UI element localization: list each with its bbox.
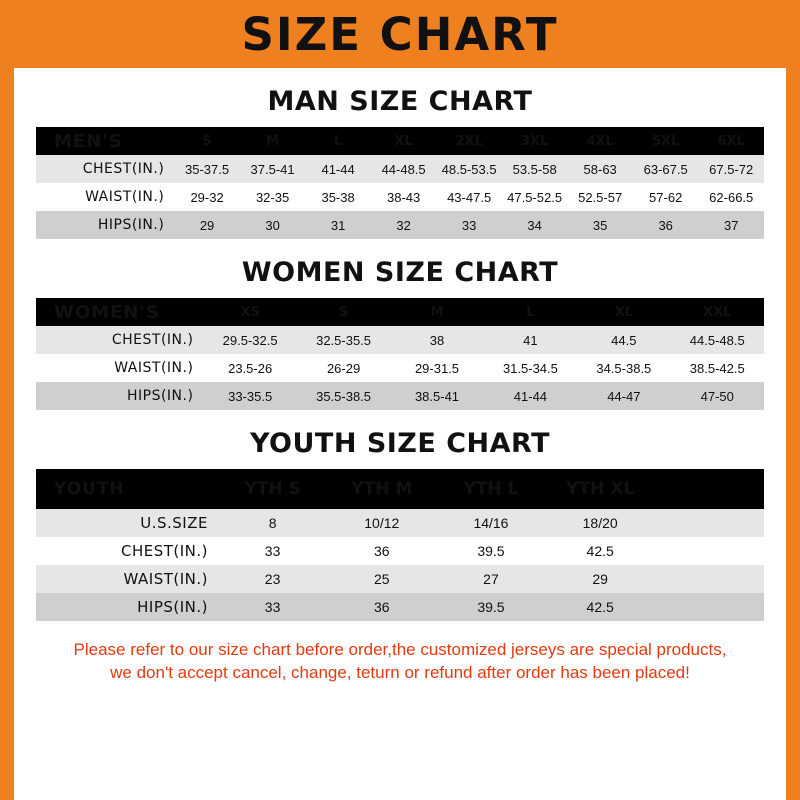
table-cell: 35-37.5: [174, 155, 240, 183]
table-cell: 57-62: [633, 183, 699, 211]
table-cell: 44-48.5: [371, 155, 437, 183]
table-cell: 47-50: [671, 382, 764, 410]
table-cell: 39.5: [436, 537, 545, 565]
table-cell: 33: [218, 593, 327, 621]
table-cell: 34: [502, 211, 568, 239]
table-cell: 37: [698, 211, 764, 239]
row-label: HIPS(IN.): [36, 593, 218, 621]
table-row: [36, 537, 764, 565]
men-section-title: MAN SIZE CHART: [267, 86, 533, 117]
table-row: [36, 326, 764, 354]
page-title: SIZE CHART: [241, 7, 559, 61]
table-cell: 44-47: [577, 382, 670, 410]
row-label: WAIST(IN.): [36, 183, 174, 211]
footer-disclaimer: [36, 639, 764, 685]
column-header-empty: [655, 469, 764, 509]
table-cell: 18/20: [546, 509, 655, 537]
row-label: WAIST(IN.): [36, 354, 203, 382]
table-cell: 23.5-26: [203, 354, 296, 382]
table-cell: 41-44: [484, 382, 577, 410]
table-cell: 36: [327, 593, 436, 621]
table-cell: 62-66.5: [698, 183, 764, 211]
table-cell: 35: [567, 211, 633, 239]
table-cell: 32.5-35.5: [297, 326, 390, 354]
table-row: [36, 354, 764, 382]
table-cell: 29-31.5: [390, 354, 483, 382]
column-header: XL: [371, 127, 437, 155]
table-cell: 23: [218, 565, 327, 593]
table-cell: 36: [633, 211, 699, 239]
table-cell: 32-35: [240, 183, 306, 211]
table-cell: 47.5-52.5: [502, 183, 568, 211]
table-row: [36, 509, 764, 537]
table-cell-empty: [655, 593, 764, 621]
column-header: XL: [577, 298, 670, 326]
table-cell: 41: [484, 326, 577, 354]
table-cell: 34.5-38.5: [577, 354, 670, 382]
table-cell: 42.5: [546, 593, 655, 621]
table-cell: 29-32: [174, 183, 240, 211]
table-cell: 32: [371, 211, 437, 239]
footer-line-2: we don't accept cancel, change, teturn or refund after order has been placed!: [110, 662, 690, 682]
table-cell: 29: [546, 565, 655, 593]
footer-line-1: Please refer to our size chart before order,the customized jerseys are special products,: [73, 640, 727, 659]
table-cell: 33: [436, 211, 502, 239]
youth-size-table: [36, 469, 764, 621]
column-header: 6XL: [698, 127, 764, 155]
table-row: [36, 183, 764, 211]
table-cell: 37.5-41: [240, 155, 306, 183]
table-cell: 14/16: [436, 509, 545, 537]
row-label: U.S.SIZE: [36, 509, 218, 537]
table-cell: 44.5: [577, 326, 670, 354]
table-row: [36, 211, 764, 239]
table-cell: 43-47.5: [436, 183, 502, 211]
table-cell: 42.5: [546, 537, 655, 565]
table-cell: 53.5-58: [502, 155, 568, 183]
table-cell: 38: [390, 326, 483, 354]
column-header: XS: [203, 298, 296, 326]
table-header-row: [36, 469, 764, 509]
table-cell-empty: [655, 537, 764, 565]
table-cell: 36: [327, 537, 436, 565]
column-header: YTH S: [218, 469, 327, 509]
table-cell: 31.5-34.5: [484, 354, 577, 382]
table-cell: 38-43: [371, 183, 437, 211]
column-header: L: [484, 298, 577, 326]
table-cell: 35-38: [305, 183, 371, 211]
header-banner: [14, 0, 786, 68]
column-header: XXL: [671, 298, 764, 326]
table-cell-empty: [655, 565, 764, 593]
column-header: YTH XL: [546, 469, 655, 509]
table-cell: 35.5-38.5: [297, 382, 390, 410]
row-label: HIPS(IN.): [36, 211, 174, 239]
column-header: 3XL: [502, 127, 568, 155]
column-header: S: [297, 298, 390, 326]
column-header: YTH L: [436, 469, 545, 509]
table-cell: 38.5-41: [390, 382, 483, 410]
table-cell: 58-63: [567, 155, 633, 183]
row-label: CHEST(IN.): [36, 326, 203, 354]
column-header: M: [240, 127, 306, 155]
table-cell: 29: [174, 211, 240, 239]
table-cell: 26-29: [297, 354, 390, 382]
column-header: L: [305, 127, 371, 155]
table-cell: 41-44: [305, 155, 371, 183]
column-header: M: [390, 298, 483, 326]
youth-row-header: YOUTH: [36, 469, 218, 509]
table-row: [36, 565, 764, 593]
row-label: CHEST(IN.): [36, 537, 218, 565]
row-label: HIPS(IN.): [36, 382, 203, 410]
table-cell: 38.5-42.5: [671, 354, 764, 382]
women-row-header: WOMEN'S: [36, 298, 203, 326]
row-label: CHEST(IN.): [36, 155, 174, 183]
column-header: S: [174, 127, 240, 155]
table-header-row: [36, 127, 764, 155]
column-header: YTH M: [327, 469, 436, 509]
table-row: [36, 382, 764, 410]
table-cell: 48.5-53.5: [436, 155, 502, 183]
column-header: 2XL: [436, 127, 502, 155]
table-cell: 52.5-57: [567, 183, 633, 211]
table-cell: 31: [305, 211, 371, 239]
table-cell: 67.5-72: [698, 155, 764, 183]
column-header: 4XL: [567, 127, 633, 155]
table-cell-empty: [655, 509, 764, 537]
men-row-header: MEN'S: [36, 127, 174, 155]
youth-section-title: YOUTH SIZE CHART: [249, 428, 551, 459]
women-size-table: [36, 298, 764, 410]
table-cell: 27: [436, 565, 545, 593]
table-cell: 33: [218, 537, 327, 565]
table-cell: 10/12: [327, 509, 436, 537]
men-size-table: [36, 127, 764, 239]
row-label: WAIST(IN.): [36, 565, 218, 593]
table-row: [36, 155, 764, 183]
chart-content: [14, 86, 786, 685]
table-cell: 30: [240, 211, 306, 239]
table-cell: 29.5-32.5: [203, 326, 296, 354]
table-cell: 25: [327, 565, 436, 593]
table-cell: 33-35.5: [203, 382, 296, 410]
table-cell: 39.5: [436, 593, 545, 621]
table-cell: 8: [218, 509, 327, 537]
table-header-row: [36, 298, 764, 326]
table-cell: 44.5-48.5: [671, 326, 764, 354]
table-cell: 63-67.5: [633, 155, 699, 183]
women-section-title: WOMEN SIZE CHART: [241, 257, 559, 288]
column-header: 5XL: [633, 127, 699, 155]
table-row: [36, 593, 764, 621]
